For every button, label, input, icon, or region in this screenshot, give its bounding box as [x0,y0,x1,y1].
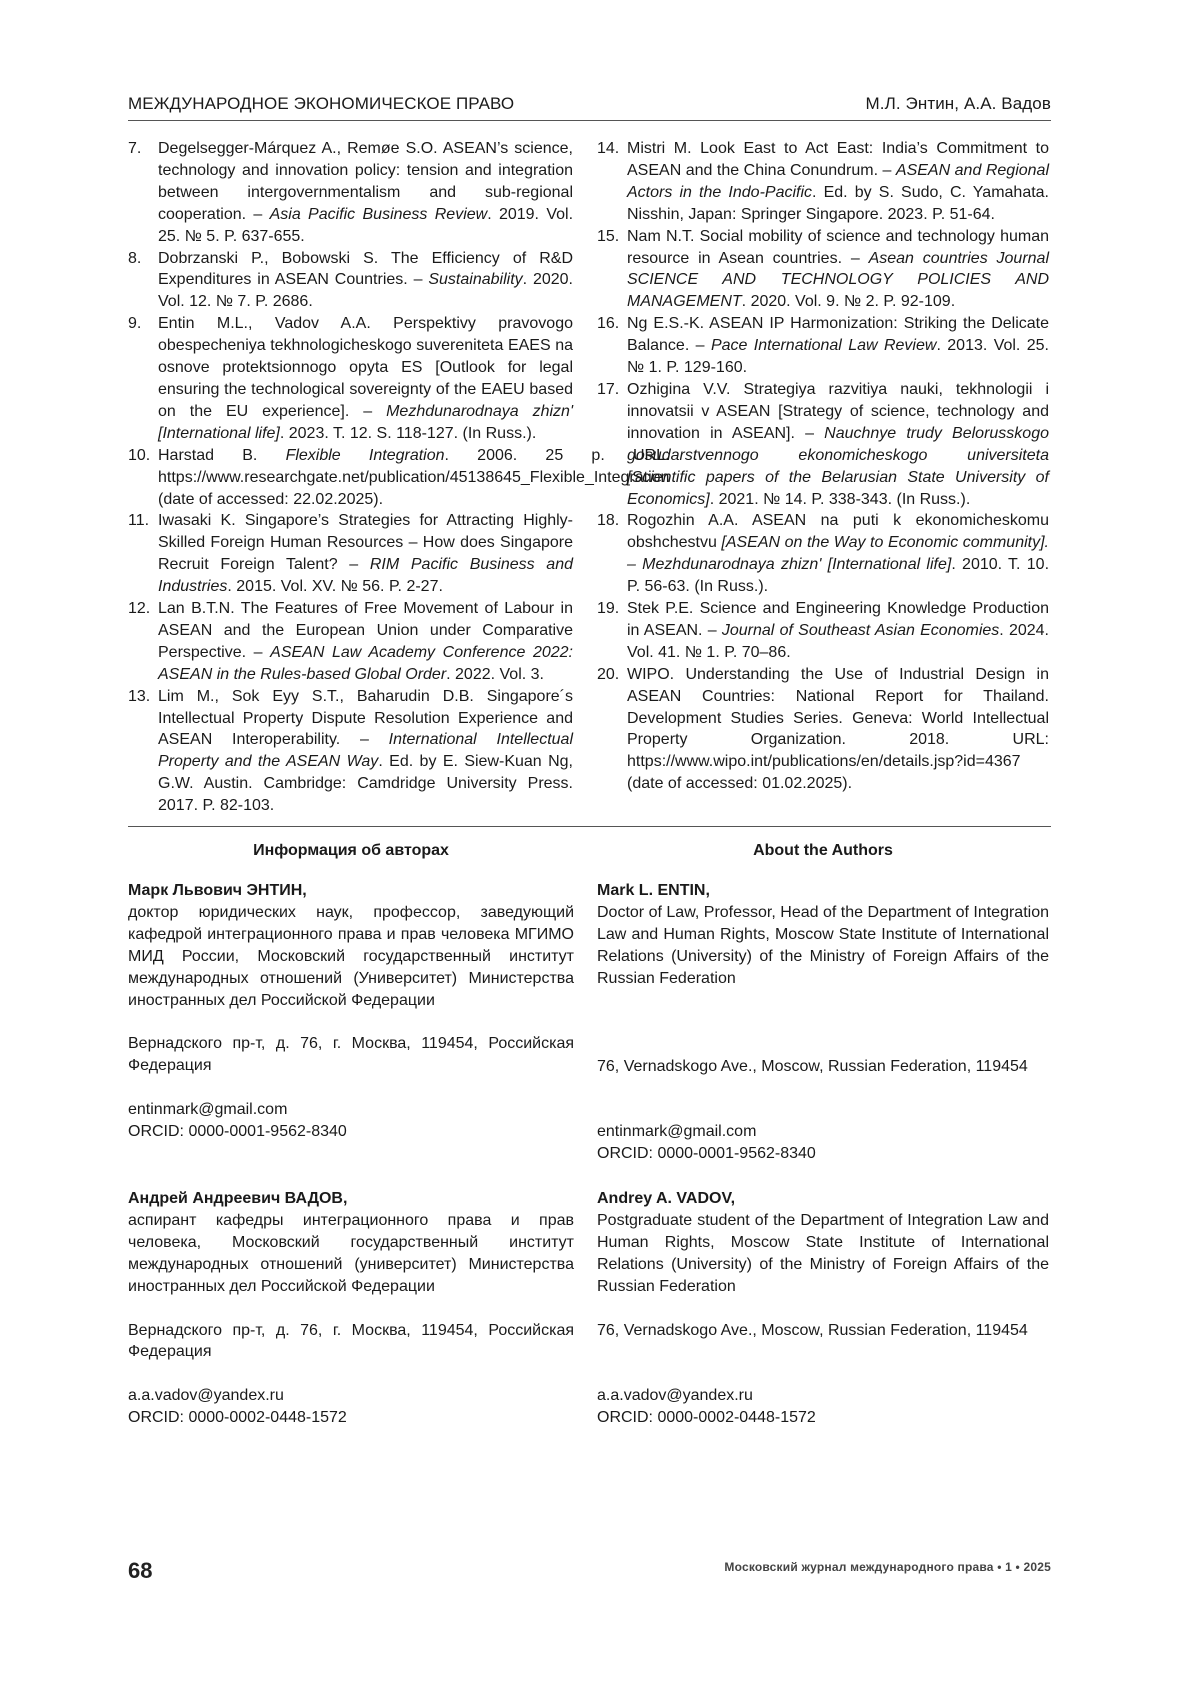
reference-number: 14. [597,140,620,157]
reference-number: 7. [128,140,142,157]
authors-heading-en: About the Authors [753,842,893,859]
reference-source-title: [ASEAN on the Way to Economic community]. – Mezhdunarodnaya zhizn' [International life] [627,534,1049,574]
author-address: Вернадского пр-т, д. 76, г. Москва, 119454, Российская Федерация [128,1321,574,1361]
reference-text-part: Harstad B. [158,446,286,464]
reference-text-part: . Ed. by S. Sudo, C. Yamahata. Nisshin, Japan: Springer Singapore. 2023. P. 51-64. [627,183,1050,223]
reference-text-part: Ozhigina V.V. Strategiya razvitiya nauki, tekhnologii i innovatsii v ASEAN [Strategy of science, technology and innovation in ASEAN]. – [627,380,1049,442]
reference-item [597,313,1049,379]
section-divider [128,826,1051,827]
author-affiliation: доктор юридических наук, профессор, заведующий кафедрой интеграционного права и прав человека МГИМО МИД России, Московский государственный институт международных отношений (Университет) Министерства иностранных дел Российской Федерации [128,903,574,1009]
reference-text-part: Ng E.S.-K. ASEAN IP Harmonization: Striking the Delicate Balance. – [627,315,1049,355]
reference-source-title: RIM Pacific Business and Industries [158,556,573,596]
reference-item [597,138,1049,226]
reference-text-part: Rogozhin A.A. ASEAN na puti k ekonomicheskomu obshchestvu [627,512,1049,552]
author-email[interactable]: a.a.vadov@yandex.ru [128,1387,284,1405]
reference-text-part: . 2010. T. 10. P. 56-63. (In Russ.). [627,556,1050,596]
reference-number: 9. [128,315,142,333]
author-name: Mark L. ENTIN, [597,882,710,899]
reference-source-title: ASEAN Law Academy Conference 2022: ASEAN in the Rules-based Global Order [158,643,573,683]
reference-number: 15. [597,227,620,245]
reference-text-part: Degelsegger-Márquez A., Remøe S.O. ASEAN’s science, technology and innovation policy: tension and integration between intergovernmentalism and sub-regional cooperation. – [158,140,573,223]
author-affiliation: аспирант кафедры интеграционного права и прав человека, Московский государственный институт международных отношений (университет) Министерства иностранных дел Российской Федерации [128,1211,574,1295]
running-header [128,84,1051,114]
author-name: Марк Львович ЭНТИН, [128,882,307,899]
reference-text [158,510,573,598]
author-card [597,1188,1049,1429]
reference-item [128,313,573,444]
reference-text-part: . 2020. Vol. 9. № 2. P. 92-109. [741,293,956,311]
author-affiliation: Postgraduate student of the Department of Integration Law and Human Rights, Moscow State Institute of International Relations (University) of the Ministry of Foreign Affairs of the Russian Federation [597,1211,1049,1295]
author-orcid: ORCID: 0000-0001-9562-8340 [128,1123,347,1141]
reference-text-part: Stek P.E. Science and Engineering Knowledge Production in ASEAN. – [627,600,1049,639]
reference-text-part: Lan B.T.N. The Features of Free Movement of Labour in ASEAN and the European Union under Comparative Perspective. – [158,600,573,661]
reference-item [128,510,573,598]
reference-number: 18. [597,512,620,530]
reference-source-title: Flexible Integration [285,446,445,464]
reference-source-title: Nauchnye trudy Belorusskogo gosudarstvennogo ekonomicheskogo universiteta [Scientific papers of the Belarusian State University of Economics] [627,424,1049,508]
authors-info-ru [128,840,574,1427]
reference-text [158,445,669,511]
reference-text-part: . 2019. Vol. 25. № 5. P. 637-655. [158,205,574,245]
reference-text-part: . 2013. Vol. 25. № 1. P. 129-160. [627,337,1049,377]
header-section-title: МЕЖДУНАРОДНОЕ ЭКОНОМИЧЕСКОЕ ПРАВО [128,94,515,113]
reference-text [627,138,1049,226]
reference-item [128,686,573,817]
page-number: 68 [128,1558,153,1583]
authors-info-en [597,840,1049,1427]
header-divider [128,120,1051,121]
reference-text-part: . 2022. Vol. 3. [446,665,544,683]
reference-number: 19. [597,600,620,618]
author-address: 76, Vernadskogo Ave., Moscow, Russian Federation, 119454 [597,1057,1028,1075]
reference-text-part: . 2021. № 14. P. 338-343. (In Russ.). [709,490,971,508]
reference-text-part: . 2024. Vol. 41. № 1. P. 70–86. [627,621,1050,661]
reference-source-title: Mezhdunarodnaya zhizn' [International life] [158,402,573,442]
reference-item [597,664,1049,795]
reference-number: 11. [128,512,150,530]
reference-text-part: Lim M., Sok Eyy S.T., Baharudin D.B. Singapore´s Intellectual Property Dispute Resolution Experience and ASEAN Interoperability. – [158,687,573,749]
reference-source-title: Sustainability [428,271,523,289]
reference-item [128,138,573,248]
reference-source-title: Asean countries Journal SCIENCE AND TECHNOLOGY POLICIES AND MANAGEMENT [627,249,1049,311]
reference-text [627,510,1049,598]
reference-text [158,598,573,686]
author-name: Andrey A. VADOV, [597,1190,736,1207]
author-email[interactable]: a.a.vadov@yandex.ru [597,1387,753,1405]
author-address: 76, Vernadskogo Ave., Moscow, Russian Federation, 119454 [597,1321,1028,1339]
reference-source-title: Asia Pacific Business Review [269,205,488,223]
reference-text-part: Entin M.L., Vadov A.A. Perspektivy pravovogo obespecheniya tekhnologicheskogo suvereniteta EAES na osnove protektsionnogo opyta ES [Outlook for legal ensuring the technological sovereignty of the EAEU based on the EU experience]. – [158,315,573,420]
author-address: Вернадского пр-т, д. 76, г. Москва, 119454, Российская Федерация [128,1035,574,1075]
author-email[interactable]: entinmark@gmail.com [128,1101,288,1119]
reference-item [597,379,1049,510]
reference-number: 12. [128,600,151,618]
reference-text [627,313,1049,379]
footer-journal-title: Московский журнал международного права • 1 • 2025 [724,1560,1051,1574]
reference-text-part: WIPO. Understanding the Use of Industrial Design in ASEAN Countries: National Report for Thailand. Development Studies Series. Geneva: World Intellectual Property Organization. 2018. URL: https://www.wipo.int/publications/en/details.jsp?id=4367 (date of accessed: 01.02.2025). [627,665,1049,793]
reference-number: 16. [597,315,620,333]
author-card [128,880,574,1143]
author-card [597,880,1049,1165]
header-authors: М.Л. Энтин, А.А. Вадов [865,94,1051,113]
reference-number: 13. [128,687,151,705]
reference-text [627,226,1049,314]
author-orcid: ORCID: 0000-0001-9562-8340 [597,1145,816,1163]
reference-source-title: ASEAN and Regional Actors in the Indo-Pacific [627,161,1049,201]
author-name: Андрей Андреевич ВАДОВ, [128,1190,348,1207]
author-affiliation: Doctor of Law, Professor, Head of the Department of Integration Law and Human Rights, Moscow State Institute of International Relations (University) of the Ministry of Foreign Affairs of the Russian Federation [597,903,1049,987]
reference-source-title: Pace International Law Review [710,337,937,355]
references-column-right [597,138,1049,795]
reference-text [627,379,1049,510]
reference-number: 20. [597,665,620,683]
reference-source-title: Journal of Southeast Asian Economies [721,621,1000,639]
reference-text-part: . 2023. T. 12. S. 118-127. (In Russ.). [279,424,537,442]
author-orcid: ORCID: 0000-0002-0448-1572 [597,1409,816,1427]
reference-text [627,664,1049,795]
reference-text [158,138,573,248]
reference-text-part: Iwasaki K. Singapore’s Strategies for Attracting Highly-Skilled Foreign Human Resources – How does Singapore Recruit Foreign Talent? – [158,512,573,574]
author-orcid: ORCID: 0000-0002-0448-1572 [128,1409,347,1427]
reference-text [158,313,573,444]
reference-text-part: . 2006. 25 p. URL: https://www.researchgate.net/publication/45138645_Flexible_Integration (date of accessed: 22.02.2025). [158,446,670,508]
reference-item [597,598,1049,664]
reference-item [128,445,670,511]
reference-item [128,248,573,314]
reference-item [597,510,1049,598]
reference-number: 17. [597,380,620,398]
author-card [128,1188,574,1429]
reference-text-part: . 2020. Vol. 12. № 7. P. 2686. [158,271,573,311]
reference-item [597,226,1049,314]
reference-text [158,248,573,314]
reference-text-part: Nam N.T. Social mobility of science and technology human resource in Asean countries. – [627,227,1049,267]
reference-item [128,598,573,686]
reference-source-title: International Intellectual Property and the ASEAN Way [158,731,573,771]
reference-text-part: Dobrzanski P., Bobowski S. The Efficiency of R&D Expenditures in ASEAN Countries. – [158,249,573,289]
reference-number: 10. [128,446,151,464]
reference-text-part: Mistri M. Look East to Act East: India’s Commitment to ASEAN and the China Conundrum. – [627,140,1049,179]
reference-number: 8. [128,249,142,267]
reference-text-part: . 2015. Vol. XV. № 56. P. 2-27. [227,578,443,596]
reference-text [158,686,573,817]
authors-heading-ru: Информация об авторах [253,842,449,859]
reference-text [627,598,1049,664]
author-email[interactable]: entinmark@gmail.com [597,1123,757,1141]
reference-text-part: . Ed. by E. Siew-Kuan Ng, G.W. Austin. Cambridge: Camdridge University Press. 2017. P. 82-103. [158,753,573,815]
